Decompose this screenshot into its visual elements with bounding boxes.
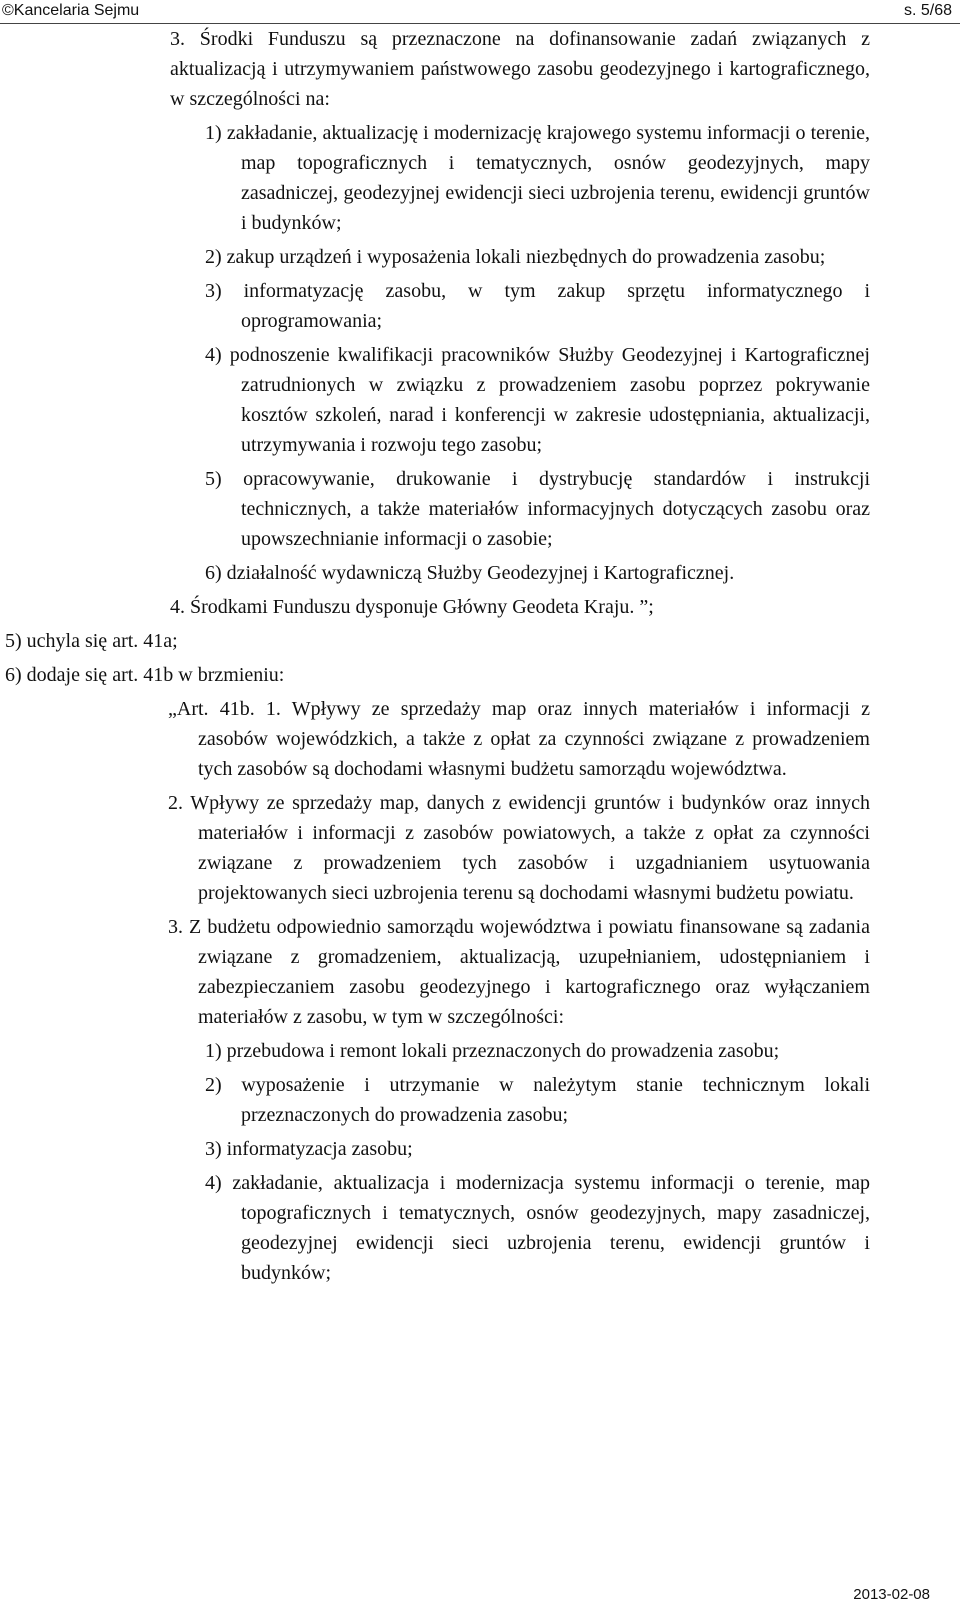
item-41b-3-4: 4) zakładanie, aktualizacja i modernizacja systemu informacji o terenie, map topograficznych i tematycznych, osnów geodezyjnych, mapy zasadniczej, geodezyjnej ewidencji sieci uzbrojenia terenu, ewidencji gruntów i budynków; [205,1172,870,1284]
document-body [0,24,960,1292]
footer-date: 2013-02-08 [853,1586,930,1603]
paragraph-3: 3. Środki Funduszu są przeznaczone na dofinansowanie zadań związanych z aktualizacją i utrzymywaniem państwowego zasobu geodezyjnego i kartograficznego, w szczególności na: [170,28,870,110]
article-41b-1: „Art. 41b. 1. Wpływy ze sprzedaży map oraz innych materiałów i informacji z zasobów wojewódzkich, a także z opłat za czynności związane z prowadzeniem tych zasobów są dochodami własnymi budżetu samorządu województwa. [168,698,870,780]
item-41b-3-2: 2) wyposażenie i utrzymanie w należytym stanie technicznym lokali przeznaczonych do prowadzenia zasobu; [205,1074,870,1126]
point-6: 6) dodaje się art. 41b w brzmieniu: [5,664,285,686]
item-3-3: 3) informatyzację zasobu, w tym zakup sprzętu informatycznego i oprogramowania; [205,280,870,332]
article-41b-2: 2. Wpływy ze sprzedaży map, danych z ewidencji gruntów i budynków oraz innych materiałów i informacji z zasobów powiatowych, a także z opłat za czynności związane z prowadzeniem tych zasobów i uzgadnianiem usytuowania projektowanych sieci uzbrojenia terenu są dochodami własnymi budżetu powiatu. [168,792,870,904]
article-41b-3: 3. Z budżetu odpowiednio samorządu województwa i powiatu finansowane są zadania związane z gromadzeniem, aktualizacją, uzupełnianiem, udostępnianiem i zabezpieczaniem zasobu geodezyjnego i kartograficznego oraz wyłączaniem materiałów z zasobu, w tym w szczególności: [168,916,870,1028]
copyright-label: ©Kancelaria Sejmu [2,2,140,19]
page-number: s. 5/68 [903,2,952,19]
paragraph-4: 4. Środkami Funduszu dysponuje Główny Geodeta Kraju. ”; [170,596,654,618]
item-3-5: 5) opracowywanie, drukowanie i dystrybucję standardów i instrukcji technicznych, a także materiałów informacyjnych dotyczących zasobu oraz upowszechnianie informacji o zasobie; [205,468,870,550]
page-header [0,2,960,24]
item-3-4: 4) podnoszenie kwalifikacji pracowników Służby Geodezyjnej i Kartograficznej zatrudnionych w związku z prowadzeniem zasobu poprzez pokrywanie kosztów szkoleń, narad i konferencji w zakresie udostępniania, aktualizacji, utrzymywania i rozwoju tego zasobu; [205,344,870,456]
point-5: 5) uchyla się art. 41a; [5,630,178,652]
item-3-2: 2) zakup urządzeń i wyposażenia lokali niezbędnych do prowadzenia zasobu; [205,246,826,268]
item-41b-3-1: 1) przebudowa i remont lokali przeznaczonych do prowadzenia zasobu; [205,1040,780,1062]
item-3-6: 6) działalność wydawniczą Służby Geodezyjnej i Kartograficznej. [205,562,735,584]
item-3-1: 1) zakładanie, aktualizację i modernizację krajowego systemu informacji o terenie, map topograficznych i tematycznych, osnów geodezyjnych, mapy zasadniczej, geodezyjnej ewidencji sieci uzbrojenia terenu, ewidencji gruntów i budynków; [205,122,870,234]
item-41b-3-3: 3) informatyzacja zasobu; [205,1138,413,1160]
